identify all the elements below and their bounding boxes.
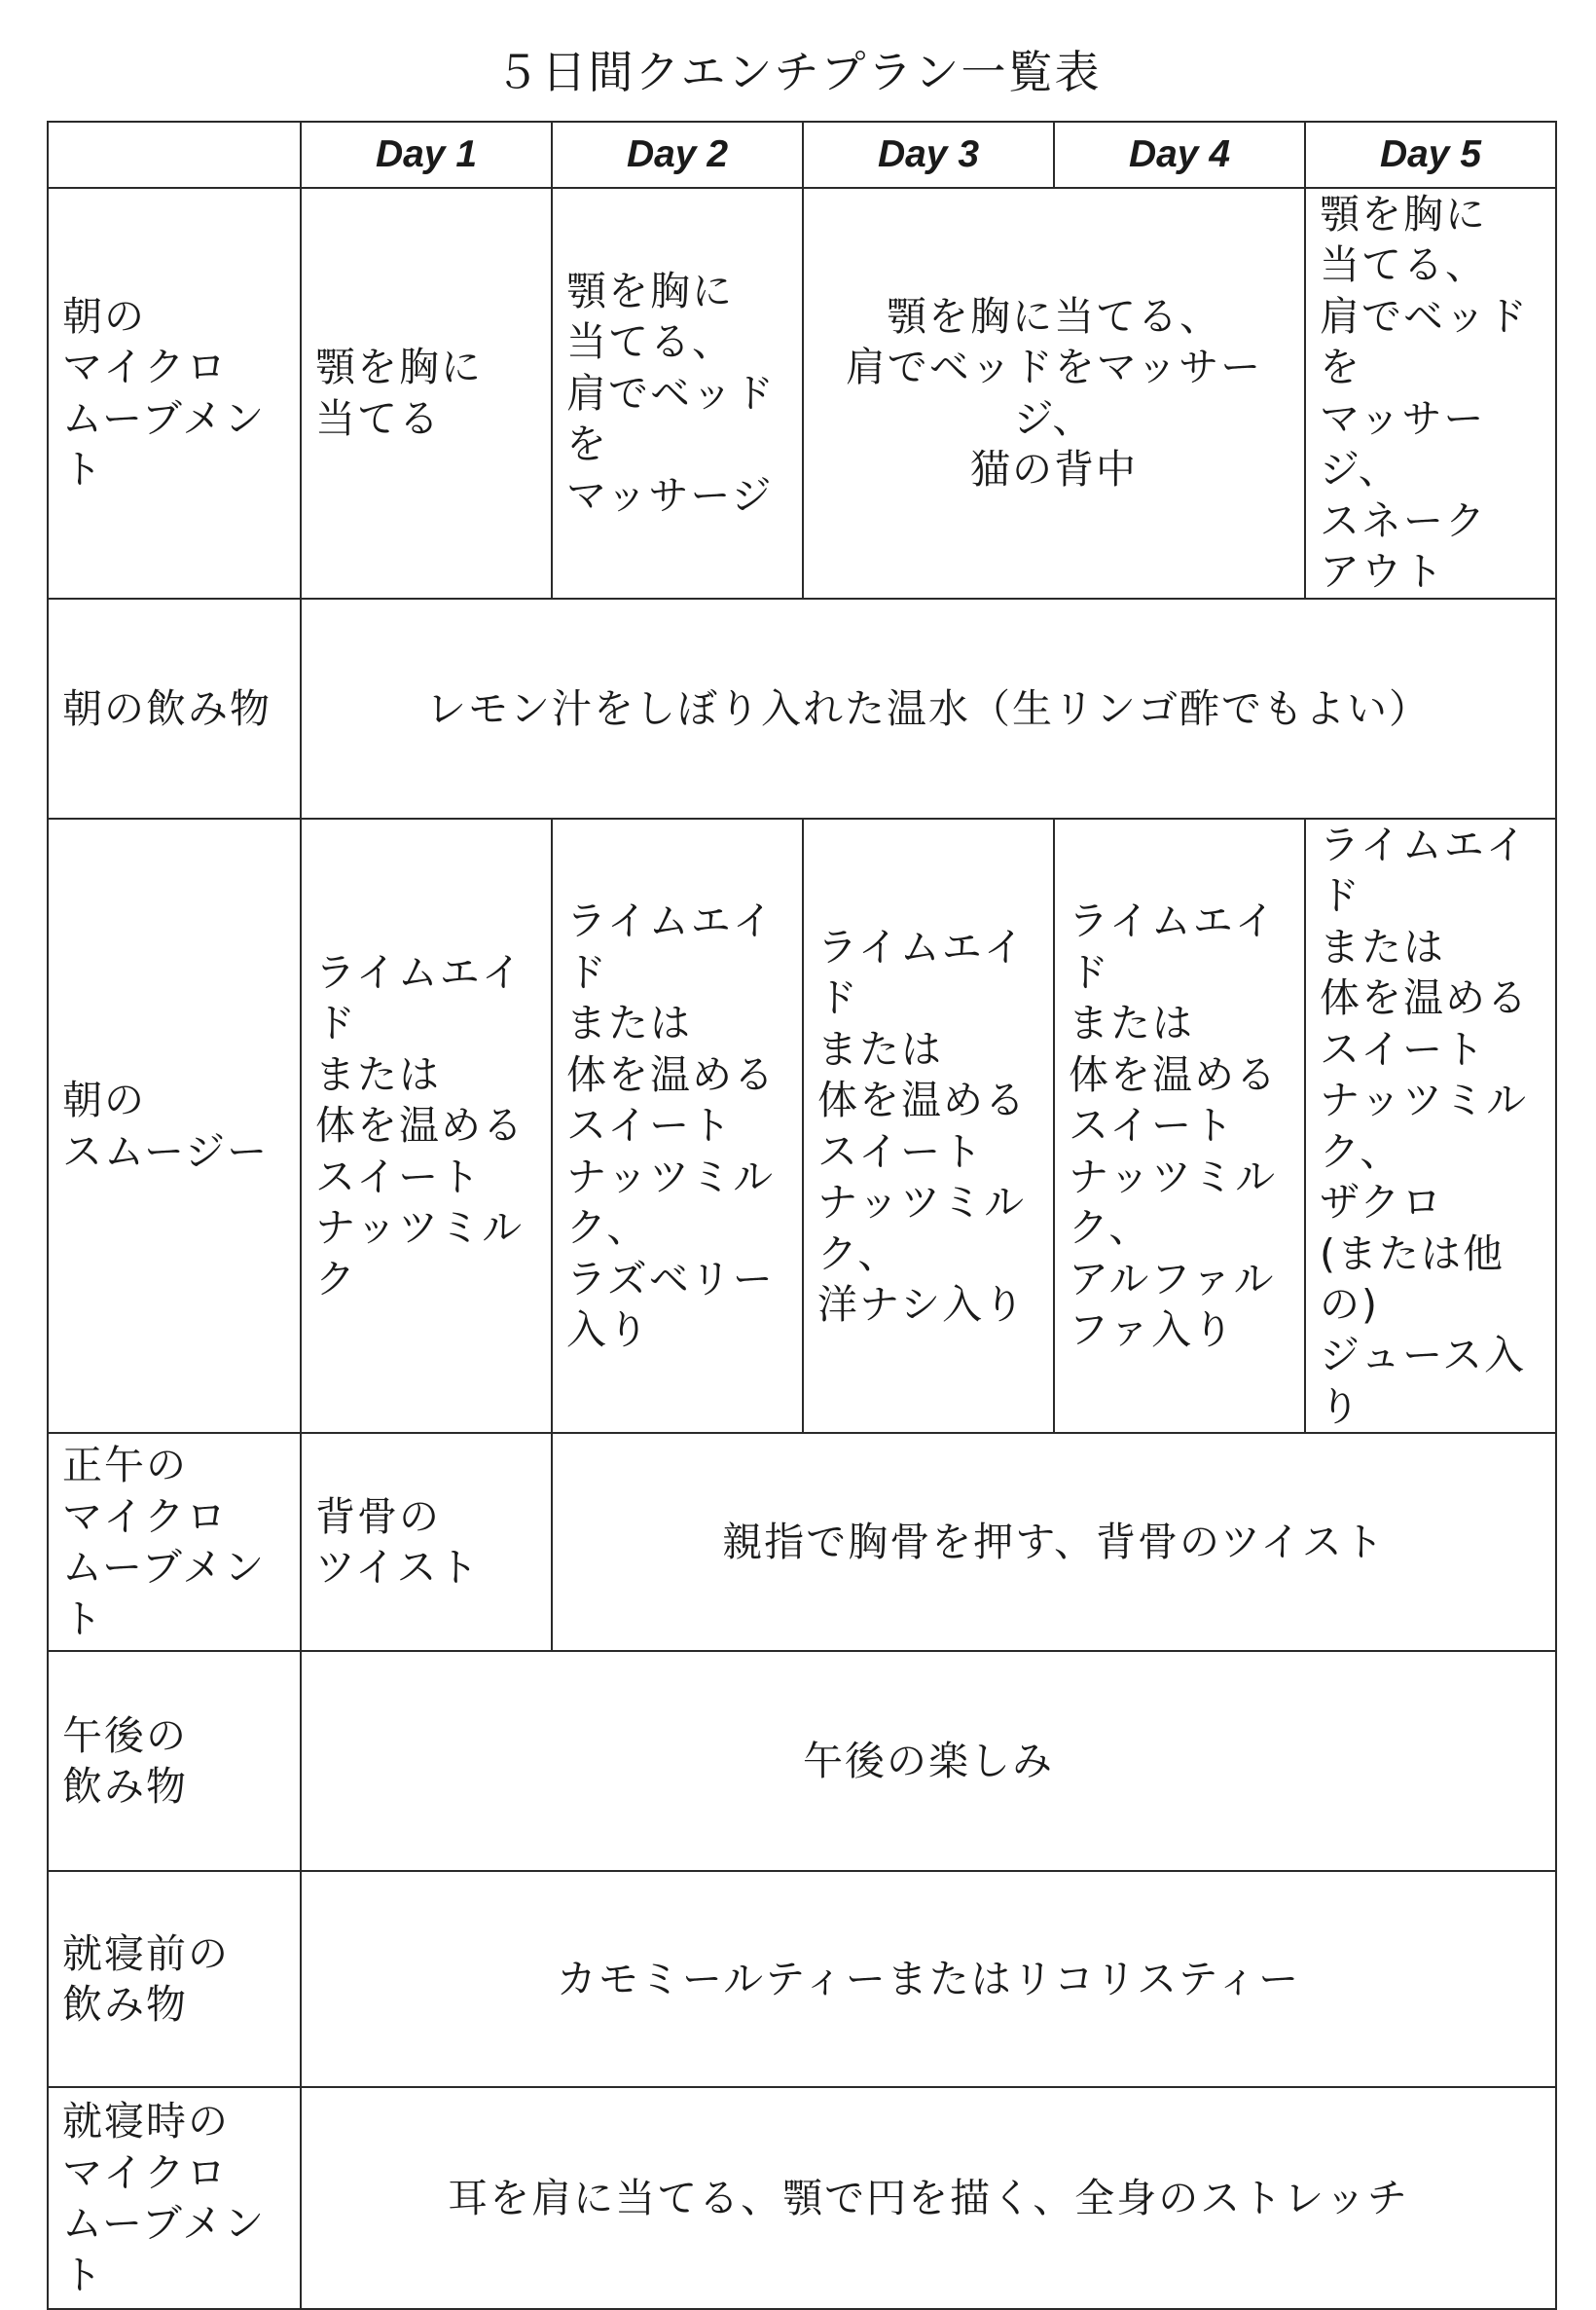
row-label: 就寝前の 飲み物 <box>48 1871 301 2087</box>
day-header: Day 4 <box>1054 122 1305 188</box>
table-cell: ライムエイド または 体を温める スイート ナッツミルク、 洋ナシ入り <box>803 819 1054 1434</box>
header-row <box>48 122 1556 188</box>
table-cell: 顎を胸に 当てる <box>301 188 552 599</box>
row-morning-micro <box>48 188 1556 599</box>
row-label: 午後の 飲み物 <box>48 1651 301 1871</box>
row-label: 正午の マイクロ ムーブメント <box>48 1433 301 1651</box>
row-label: 就寝時の マイクロ ムーブメント <box>48 2087 301 2309</box>
day-header: Day 2 <box>552 122 803 188</box>
row-label: 朝の スムージー <box>48 819 301 1434</box>
row-bedtime-micro <box>48 2087 1556 2309</box>
table-cell: レモン汁をしぼり入れた温水（生リンゴ酢でもよい） <box>301 599 1556 819</box>
table-cell: ライムエイド または 体を温める スイート ナッツミルク <box>301 819 552 1434</box>
row-morning-drink <box>48 599 1556 819</box>
row-morning-smoothie <box>48 819 1556 1434</box>
corner-cell <box>48 122 301 188</box>
table-cell: 顎を胸に当てる、 肩でベッドをマッサージ、 猫の背中 <box>803 188 1305 599</box>
day-header: Day 1 <box>301 122 552 188</box>
day-header: Day 5 <box>1305 122 1556 188</box>
table-cell: ライムエイド または 体を温める スイート ナッツミルク、 ラズベリー 入り <box>552 819 803 1434</box>
table-cell: 背骨の ツイスト <box>301 1433 552 1651</box>
row-noon-micro <box>48 1433 1556 1651</box>
row-bedtime-drink <box>48 1871 1556 2087</box>
day-header: Day 3 <box>803 122 1054 188</box>
row-label: 朝の マイクロ ムーブメント <box>48 188 301 599</box>
table-cell: 親指で胸骨を押す、背骨のツイスト <box>552 1433 1556 1651</box>
table-cell: 顎を胸に 当てる、 肩でベッドを マッサージ <box>552 188 803 599</box>
table-cell: ライムエイド または 体を温める スイート ナッツミルク、 ザクロ (または他の) ジュース入り <box>1305 819 1556 1434</box>
row-label: 朝の飲み物 <box>48 599 301 819</box>
table-cell: ライムエイド または 体を温める スイート ナッツミルク、 アルファル ファ入り <box>1054 819 1305 1434</box>
page-title: ５日間クエンチプラン一覧表 <box>494 46 1102 98</box>
plan-table <box>47 121 1557 2310</box>
table-cell: カモミールティーまたはリコリスティー <box>301 1871 1556 2087</box>
table-cell: 耳を肩に当てる、顎で円を描く、全身のストレッチ <box>301 2087 1556 2309</box>
table-cell: 顎を胸に 当てる、 肩でベッドを マッサージ、 スネーク アウト <box>1305 188 1556 599</box>
row-afternoon-drink <box>48 1651 1556 1871</box>
table-cell: 午後の楽しみ <box>301 1651 1556 1871</box>
